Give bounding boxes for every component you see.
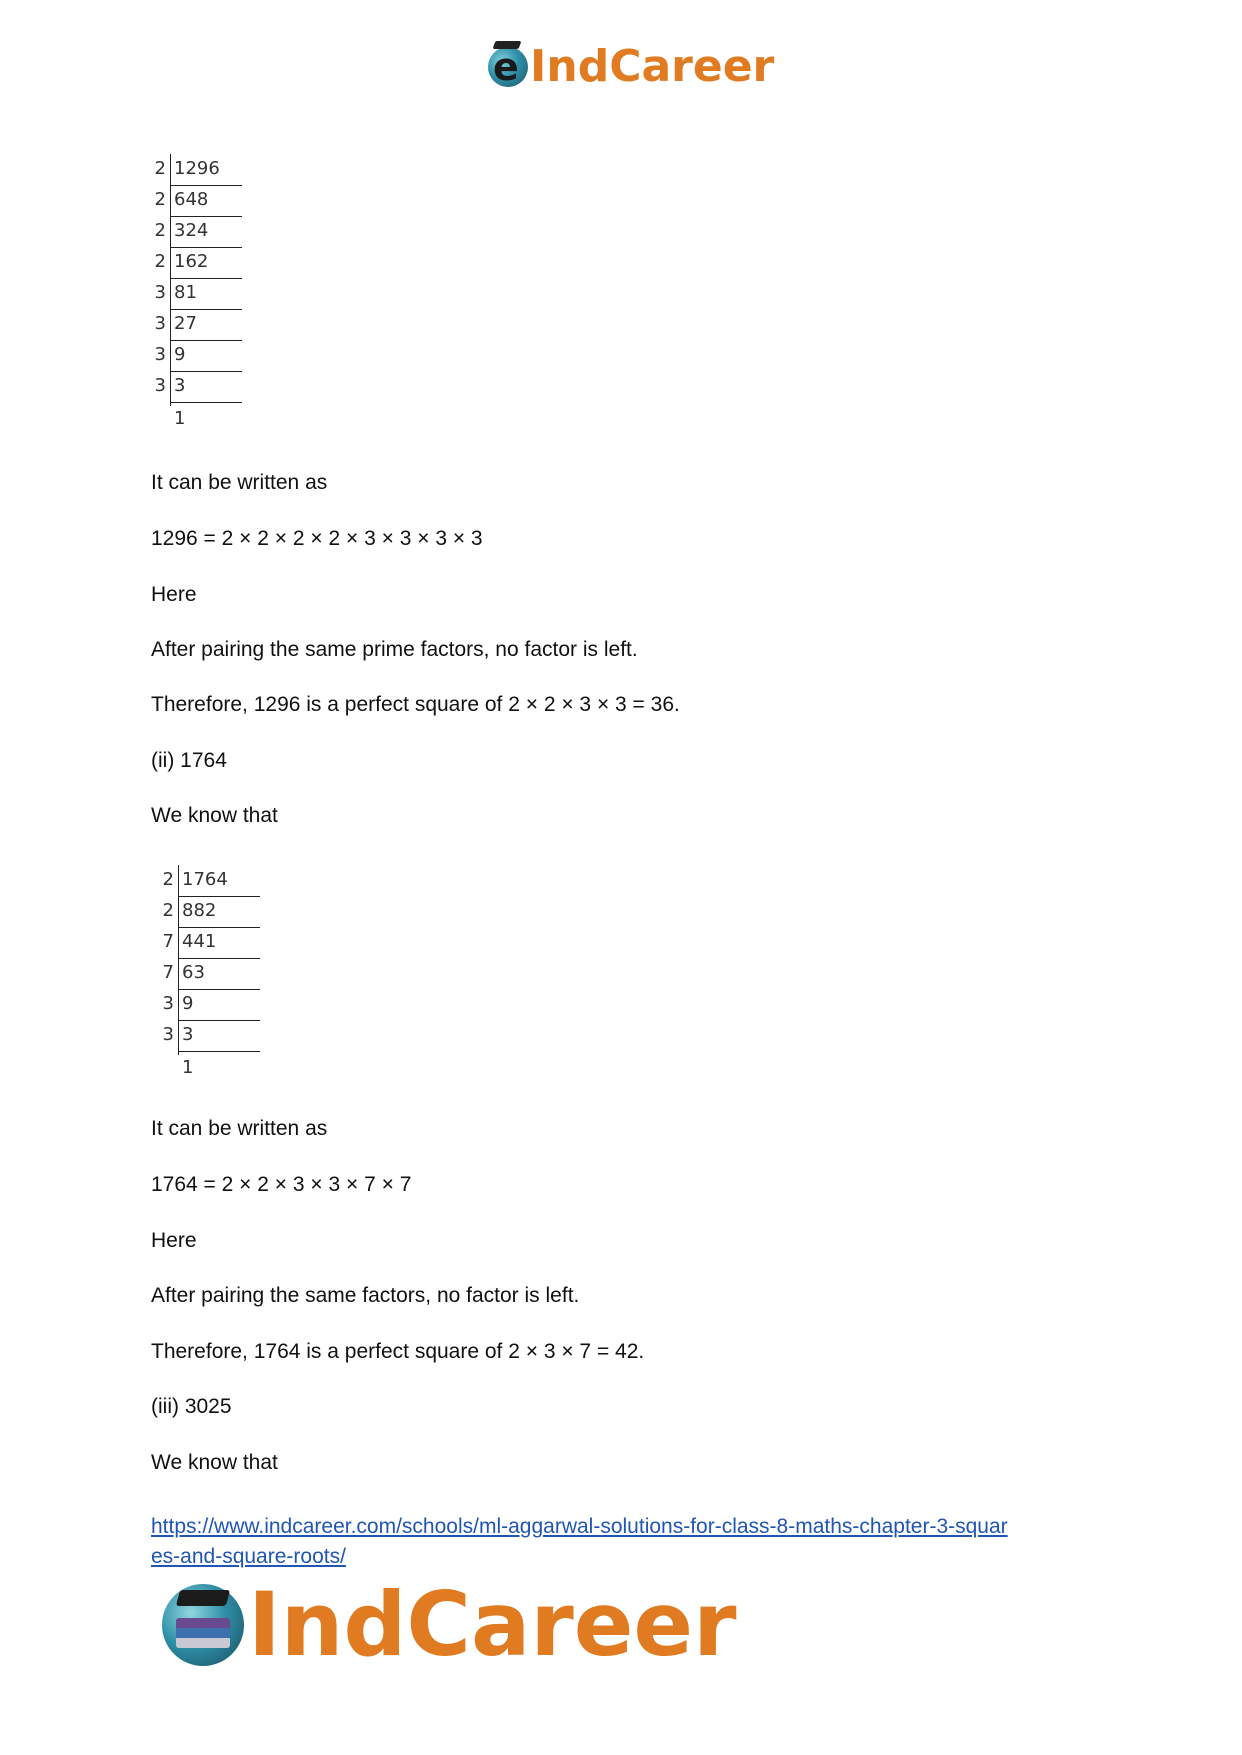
- ladder-final-quotient: 1: [182, 1057, 194, 1078]
- ladder-quotient: 162: [174, 251, 209, 272]
- text-conclusion-1296: Therefore, 1296 is a perfect square of 2 × 2 × 3 × 3 = 36.: [151, 693, 680, 716]
- ladder-quotient: 3: [174, 375, 186, 396]
- ladder-divisor: 2: [154, 251, 166, 272]
- header-logo: [488, 42, 774, 92]
- header-logo-text: IndCareer: [530, 41, 775, 92]
- ladder-divisor: 3: [162, 1024, 174, 1045]
- ladder-divisor: 3: [154, 313, 166, 334]
- ladder-quotient: 9: [174, 344, 186, 365]
- ladder-quotient: 81: [174, 282, 197, 303]
- ladder-underline: [170, 402, 242, 403]
- text-here-1: Here: [151, 583, 197, 606]
- ladder-divisor: 3: [154, 344, 166, 365]
- ladder-divisor: 3: [154, 375, 166, 396]
- text-conclusion-1764: Therefore, 1764 is a perfect square of 2 × 3 × 7 = 42.: [151, 1340, 645, 1363]
- text-written-as-1: It can be written as: [151, 471, 328, 494]
- ladder-divisor: 2: [154, 158, 166, 179]
- source-link-line-2[interactable]: es-and-square-roots/: [151, 1545, 346, 1568]
- ladder-quotient: 3: [182, 1024, 194, 1045]
- text-pairing-2: After pairing the same factors, no factor is left.: [151, 1284, 580, 1307]
- source-link-line-1[interactable]: https://www.indcareer.com/schools/ml-aggarwal-solutions-for-class-8-maths-chapter-3-squar: [151, 1515, 1008, 1538]
- ladder-quotient: 9: [182, 993, 194, 1014]
- ladder-quotient: 1296: [174, 158, 220, 179]
- ladder-quotient: 882: [182, 900, 217, 921]
- ladder-quotient: 1764: [182, 869, 228, 890]
- footer-logo-globe-icon: [162, 1584, 244, 1666]
- text-pairing-1: After pairing the same prime factors, no factor is left.: [151, 638, 638, 661]
- ladder-quotient: 324: [174, 220, 209, 241]
- ladder-divisor: 2: [154, 220, 166, 241]
- text-written-as-2: It can be written as: [151, 1117, 328, 1140]
- ladder-divisor: 7: [162, 931, 174, 952]
- ladder-divisor: 3: [162, 993, 174, 1014]
- text-here-2: Here: [151, 1229, 197, 1252]
- prime-factorization-ladder-1764: [160, 865, 270, 1095]
- text-we-know-2: We know that: [151, 1451, 278, 1474]
- source-link[interactable]: [151, 1512, 1008, 1572]
- logo-globe-icon: e: [488, 47, 528, 87]
- ladder-final-quotient: 1: [174, 408, 186, 429]
- text-equation-1764: 1764 = 2 × 2 × 3 × 3 × 7 × 7: [151, 1173, 412, 1196]
- prime-factorization-ladder-1296: [152, 154, 252, 444]
- ladder-divisor: 2: [162, 900, 174, 921]
- ladder-divisor: 3: [154, 282, 166, 303]
- text-part-iii: (iii) 3025: [151, 1395, 232, 1418]
- ladder-divisor: 7: [162, 962, 174, 983]
- ladder-quotient: 441: [182, 931, 217, 952]
- footer-logo: [162, 1573, 737, 1676]
- text-we-know-1: We know that: [151, 804, 278, 827]
- footer-logo-text: IndCareer: [248, 1573, 737, 1676]
- ladder-divisor: 2: [162, 869, 174, 890]
- ladder-divisor: 2: [154, 189, 166, 210]
- text-part-ii: (ii) 1764: [151, 749, 227, 772]
- footer-graduation-cap-icon: [176, 1590, 230, 1606]
- ladder-underline: [178, 1051, 260, 1052]
- ladder-quotient: 648: [174, 189, 209, 210]
- ladder-quotient: 27: [174, 313, 197, 334]
- ladder-quotient: 63: [182, 962, 205, 983]
- text-equation-1296: 1296 = 2 × 2 × 2 × 2 × 3 × 3 × 3 × 3: [151, 527, 483, 550]
- books-icon: [176, 1618, 230, 1648]
